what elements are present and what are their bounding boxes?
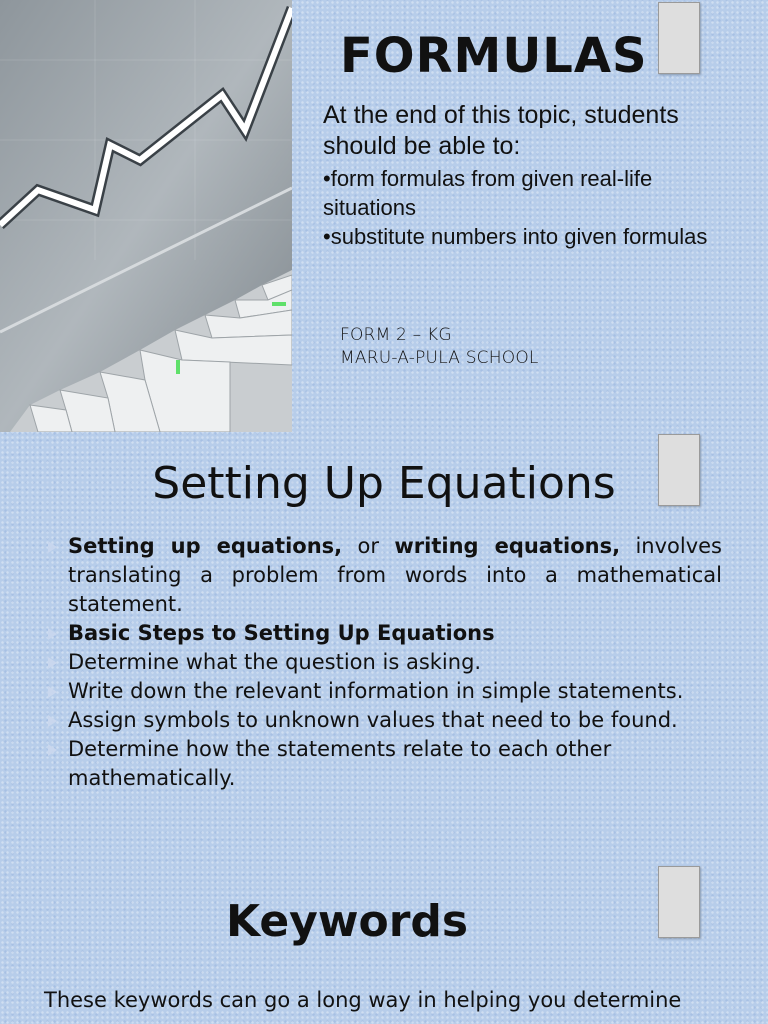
author-form: FORM 2 – KG xyxy=(340,325,452,345)
author-school: MARU-A-PULA SCHOOL xyxy=(340,348,539,368)
author-info xyxy=(340,324,539,370)
step-text: Write down the relevant information in simple statements. xyxy=(68,679,684,703)
keywords-intro: These keywords can go a long way in helping you determine xyxy=(44,988,682,1012)
slide-title: Keywords xyxy=(226,896,469,947)
objective-item: • form formulas from given real-life situations xyxy=(323,164,743,222)
learning-objectives xyxy=(323,100,743,251)
objectives-list xyxy=(323,164,743,251)
slide-formulas xyxy=(0,0,768,432)
step-item xyxy=(48,648,722,677)
step-text: Determine how the statements relate to each other mathematically. xyxy=(68,737,612,790)
definition-joiner: or xyxy=(342,534,395,558)
slide-title: FORMULAS xyxy=(340,28,648,84)
steps-heading xyxy=(48,619,722,648)
step-text: Assign symbols to unknown values that need to be found. xyxy=(68,708,678,732)
step-item xyxy=(48,706,722,735)
arrow-bullet-icon xyxy=(48,715,57,727)
slide-keywords xyxy=(0,862,768,1024)
arrow-bullet-icon xyxy=(48,657,57,669)
slide-title: Setting Up Equations xyxy=(152,458,616,509)
step-item xyxy=(48,677,722,706)
slide-body xyxy=(48,532,722,793)
arrow-bullet-icon xyxy=(48,686,57,698)
arrow-bullet-icon xyxy=(48,541,57,553)
slide-setting-up-equations xyxy=(0,432,768,862)
arrow-bullet-icon xyxy=(48,628,57,640)
staircase-graph-photo xyxy=(0,0,292,432)
definition-paragraph xyxy=(48,532,722,619)
objectives-intro: At the end of this topic, students should be able to: xyxy=(323,101,679,160)
definition-rest: involves translating a problem from words into a mathematical statement. xyxy=(68,534,723,616)
slide-tab-marker xyxy=(658,866,700,938)
slide-tab-marker xyxy=(658,2,700,74)
term-setting-up: Setting up equations, xyxy=(68,534,343,558)
step-item xyxy=(48,735,722,793)
arrow-bullet-icon xyxy=(48,744,57,756)
objective-item: • substitute numbers into given formulas xyxy=(323,222,743,251)
steps-heading-text: Basic Steps to Setting Up Equations xyxy=(68,621,495,645)
term-writing: writing equations, xyxy=(394,534,621,558)
step-text: Determine what the question is asking. xyxy=(68,650,482,674)
